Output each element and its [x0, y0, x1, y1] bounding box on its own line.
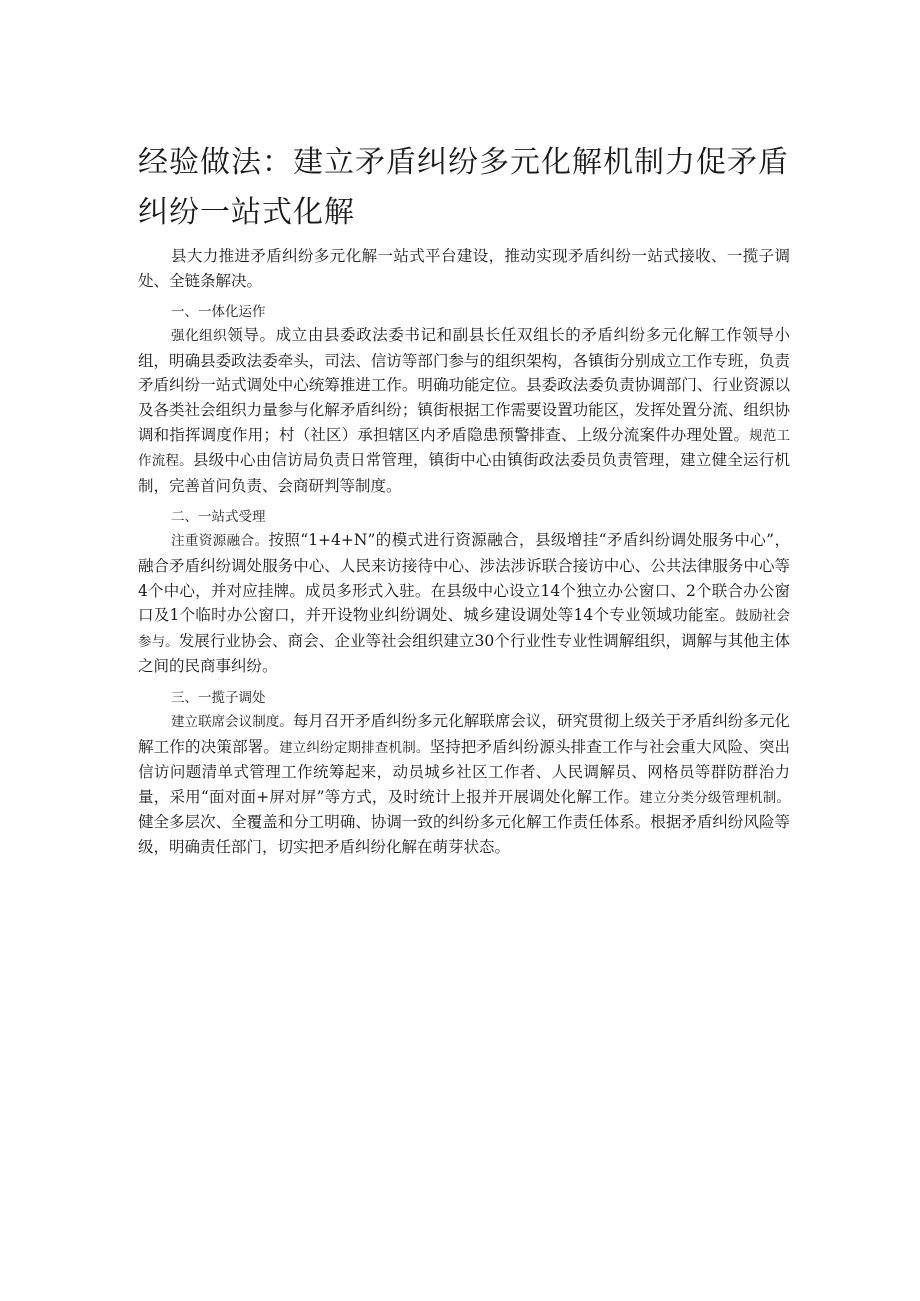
section-heading-2: 二、一站式受理	[171, 509, 266, 526]
document-title: 经验做法：建立矛盾纠纷多元化解机制力促矛盾纠纷一站式化解	[138, 145, 789, 230]
section-paragraph-2	[138, 528, 790, 679]
keyword: 建立纠纷定期排查机制。	[279, 739, 430, 756]
paragraph-text: 每月召开矛盾纠纷多元化解联席会议，研究贯彻上级关于矛盾纠纷多元化解工作的决策部署。	[138, 711, 790, 756]
section-paragraph-3	[138, 709, 790, 860]
keyword: 建立分类分级管理机制。	[639, 789, 790, 806]
section-paragraph-1	[138, 323, 790, 498]
keyword: 建立联席会议制度。	[171, 713, 293, 730]
paragraph-text: 坚持把矛盾纠纷源头排查工作与社会重大风险、突出信访问题清单式管理工作统筹起来，动员城乡社区工作者、人民调解员、网格员等群防群治力量，采用“面对面+屏对屏”等方式，及时统计上报并开展调处化解工作。	[138, 737, 790, 806]
paragraph-text: 按照“1+4+N”的模式进行资源融合，县级增挂“矛盾纠纷调处服务中心”，融合矛盾纠纷调处服务中心、人民来访接待中心、涉法涉诉联合接访中心、公共法律服务中心等4个中心，并对应挂牌。成员多形式入驻。在县级中心设立14个独立办公窗口、2个联合办公窗口及1个临时办公窗口，并开设物业纠纷调处、城乡建设调处等14个专业领域功能室。	[138, 531, 791, 625]
document-body	[138, 244, 790, 859]
keyword: 强化组织	[171, 328, 228, 345]
paragraph-text: 领导。成立由县委政法委书记和副县长任双组长的矛盾纠纷多元化解工作领导小组，明确县委政法委牵头，司法、信访等部门参与的组织架构，各镇街分别成立工作专班，负责矛盾纠纷一站式调处中心统筹推进工作。明确功能定位。县委政法委负责协调部门、行业资源以及各类社会组织力量参与化解矛盾纠纷；镇街根据工作需要设置功能区，发挥处置分流、组织协调和指挥调度作用；村（社区）承担辖区内矛盾隐患预警排查、上级分流案件办理处置。	[138, 326, 790, 444]
section-heading-1: 一、一体化运作	[171, 304, 266, 321]
paragraph-text: 健全多层次、全覆盖和分工明确、协调一致的纠纷多元化解工作责任体系。根据矛盾纠纷风险等级，明确责任部门，切实把矛盾纠纷化解在萌芽状态。	[138, 813, 790, 856]
section-heading-3: 三、一揽子调处	[171, 689, 266, 706]
keyword: 规范工作流程。	[138, 427, 790, 470]
paragraph-text: 发展行业协会、商会、企业等社会组织建立30个行业性专业性调解组织，调解与其他主体之间的民商事纠纷。	[138, 631, 790, 676]
keyword: 鼓励社会参与。	[138, 608, 790, 650]
keyword: 注重资源融合。	[171, 533, 269, 550]
paragraph-text: 县级中心由信访局负责日常管理，镇街中心由镇街政法委员负责管理，建立健全运行机制，完善首问负责、会商研判等制度。	[138, 451, 791, 495]
intro-paragraph: 县大力推进矛盾纠纷多元化解一站式平台建设，推动实现矛盾纠纷一站式接收、一揽子调处、全链条解决。	[138, 247, 790, 290]
